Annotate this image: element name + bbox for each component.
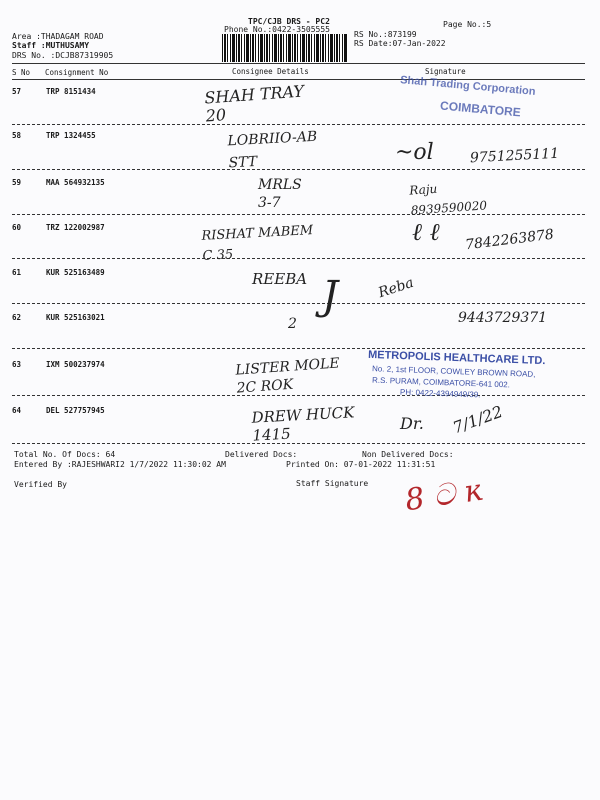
metropolis-stamp-line1: METROPOLIS HEALTHCARE LTD. — [367, 348, 546, 368]
row-consignment: IXM 500237974 — [46, 360, 105, 369]
col-consignment: Consignment No — [45, 68, 109, 77]
row-sno: 63 — [12, 360, 22, 369]
row-consignment: KUR 525163489 — [46, 268, 105, 277]
shah-stamp-line1: Shah Trading Corporation — [399, 74, 536, 98]
signature-scribble: ~ol — [395, 140, 434, 165]
row-consignment: MAA 564932135 — [46, 178, 105, 187]
area: Area :THADAGAM ROAD — [12, 32, 104, 41]
row-sno: 64 — [12, 406, 22, 415]
row-sno: 57 — [12, 87, 22, 96]
handwritten-consignee: RISHAT MABEM C 35 — [201, 223, 314, 264]
staff: Staff :MUTHUSAMY — [12, 41, 90, 50]
printed-on: Printed On: 07-01-2022 11:31:51 — [286, 460, 436, 469]
row-sno: 60 — [12, 223, 22, 232]
document-title: TPC/CJB DRS - PC2 — [248, 17, 330, 26]
row-divider — [12, 395, 585, 396]
shah-stamp-line2: COIMBATORE — [439, 98, 522, 120]
row-divider — [12, 303, 585, 304]
col-signature: Signature — [425, 67, 466, 76]
row-divider — [12, 124, 585, 125]
handwritten-phone: 9751255111 — [469, 145, 560, 167]
drs-number: DRS No. :DCJB87319905 — [12, 51, 114, 60]
entered-by: Entered By :RAJESHWARI2 1/7/2022 11:30:02 AM — [14, 460, 226, 469]
handwritten-signature: Reba — [376, 274, 416, 302]
red-ink-annotation: 8 ට ĸ — [402, 472, 485, 519]
table-end-divider — [12, 443, 585, 444]
row-consignment: TRP 1324455 — [46, 131, 96, 140]
rs-date: RS Date:07-Jan-2022 — [354, 39, 446, 48]
row-divider — [12, 214, 585, 215]
delivered-docs: Delivered Docs: — [225, 450, 298, 459]
column-header-divider — [12, 79, 585, 80]
handwritten-consignee: REEBA — [252, 270, 308, 288]
row-consignment: TRZ 122002987 — [46, 223, 105, 232]
total-docs: Total No. Of Docs: 64 — [14, 450, 116, 459]
handwritten-consignee: 2 — [288, 316, 297, 332]
verified-by: Verified By — [14, 480, 67, 489]
row-consignment: TRP 8151434 — [46, 87, 96, 96]
handwritten-phone: 9443729371 — [458, 310, 548, 326]
col-sno: S No — [12, 68, 31, 77]
row-consignment: KUR 525163021 — [46, 313, 105, 322]
handwritten-consignee: DREW HUCK 1415 — [251, 403, 355, 445]
handwritten-consignee: SHAH TRAY 20 — [203, 81, 305, 126]
metropolis-stamp-line4: PH: 0422-4394949/39. — [399, 387, 481, 400]
signature-scribble: ℓ ℓ — [412, 218, 440, 246]
non-delivered-docs: Non Delivered Docs: — [362, 450, 454, 459]
handwritten-phone: 7842263878 — [464, 226, 555, 254]
metropolis-stamp-line3: R.S. PURAM, COIMBATORE-641 002. — [371, 375, 511, 390]
metropolis-stamp-line2: No. 2, 1st FLOOR, COWLEY BROWN ROAD, — [371, 364, 536, 379]
rs-number: RS No.:873199 — [354, 30, 417, 39]
page-number: Page No.:5 — [443, 20, 492, 29]
row-divider — [12, 348, 585, 349]
handwritten-consignee: LOBRIIO-AB STT — [227, 128, 318, 172]
signature-scribble: Dr. — [400, 414, 424, 433]
col-consignee: Consignee Details — [232, 67, 309, 76]
barcode — [222, 34, 348, 62]
handwritten-consignee: MRLS 3-7 — [258, 177, 302, 211]
handwritten-consignee: LISTER MOLE 2C ROK — [234, 355, 341, 397]
header-divider — [12, 63, 585, 64]
row-sno: 58 — [12, 131, 22, 140]
staff-signature-label: Staff Signature — [296, 479, 369, 488]
row-consignment: DEL 527757945 — [46, 406, 105, 415]
handwritten-bracket: J — [322, 273, 339, 319]
row-sno: 61 — [12, 268, 22, 277]
handwritten-signature: Raju 8939590020 — [408, 181, 488, 218]
row-sno: 62 — [12, 313, 22, 322]
phone-number: Phone No.:0422-3505555 — [224, 25, 330, 34]
handwritten-date: 7/1/22 — [450, 401, 506, 438]
row-sno: 59 — [12, 178, 22, 187]
